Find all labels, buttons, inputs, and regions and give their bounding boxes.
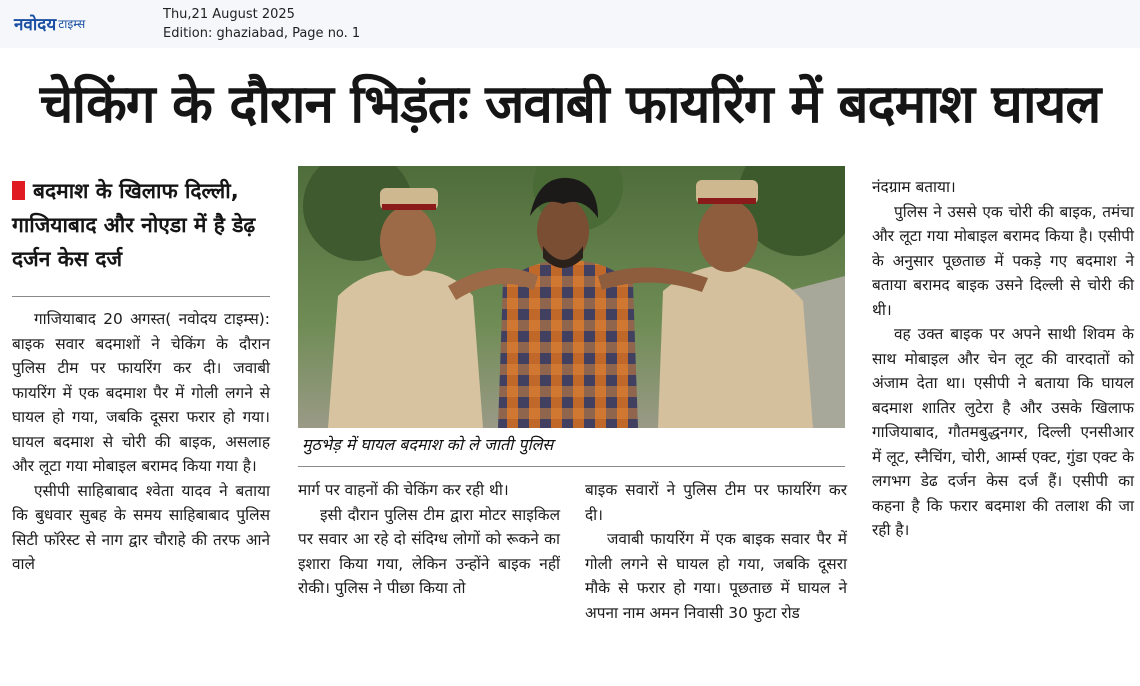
article-column-1: [12, 307, 270, 577]
photo-caption: मुठभेड़ में घायल बदमाश को ले जाती पुलिस: [302, 435, 554, 454]
edition-page: Edition: ghaziabad, Page no. 1: [163, 26, 361, 41]
paragraph: बाइक सवारों ने पुलिस टीम पर फायरिंग कर दी।: [585, 481, 847, 524]
issue-date: Thu,21 August 2025: [163, 7, 295, 22]
paragraph: एसीपी साहिबाबाद श्वेता यादव ने बताया कि बुधवार सुबह के समय साहिबाबाद पुलिस सिटी फॉरेस्ट से नाग द्वार चौराहे की तरफ आने वाले: [12, 481, 270, 573]
edition-info: [163, 5, 360, 43]
paragraph: मार्ग पर वाहनों की चेकिंग कर रही थी।: [298, 481, 509, 499]
red-square-bullet-icon: [12, 181, 25, 200]
news-photo[interactable]: [298, 166, 845, 428]
article-headline: चेकिंग के दौरान भिड़ंतः जवाबी फायरिंग में बदमाश घायल: [39, 74, 1101, 135]
logo-sub-text: टाइम्स: [58, 16, 86, 31]
article-column-2: [298, 478, 560, 601]
paragraph: वह उक्त बाइक पर अपने साथी शिवम के साथ मोबाइल और चेन लूट की वारदातों को अंजाम देता था। एसीपी ने बताया कि घायल बदमाश शातिर लुटेरा है और उसके खिलाफ गाजियाबाद, गौतमबुद्धनगर, दिल्ली एनसीआर में लूट, स्नैचिंग, चोरी, आर्म्स एक्ट, गुंडा एक्ट के लगभग डेढ दर्जन केस दर्ज हैं। एसीपी का कहना है कि फरार बदमाश की तलाश की जा रही है।: [872, 325, 1134, 539]
paragraph: जवाबी फायरिंग में एक बाइक सवार पैर में गोली लगने से घायल हो गया, जबकि दूसरा मौके से फरार हो गया। पूछताछ में घायल ने अपना नाम अमन निवासी 30 फुटा रोड: [585, 530, 847, 622]
article-column-3: [585, 478, 847, 625]
paragraph: नंदग्राम बताया।: [872, 178, 956, 196]
logo-main-text: नवोदय: [14, 14, 57, 35]
paragraph: इसी दौरान पुलिस टीम द्वारा मोटर साइकिल पर सवार आ रहे दो संदिग्ध लोगों को रूकने का इशारा किया गया, लेकिन उन्होंने बाइक नहीं रोकी। पुलिस ने पीछा किया तो: [298, 505, 560, 597]
paragraph: पुलिस ने उससे एक चोरी की बाइक, तमंचा और लूटा गया मोबाइल बरामद किया है। एसीपी के अनुसार पूछताछ में पकड़े गए बदमाश ने बताया बरामद बाइक उसने दिल्ली से चोरी की थी।: [872, 202, 1134, 319]
caption-rule: [298, 466, 845, 467]
article-column-4: [872, 175, 1134, 543]
subheadline-text: बदमाश के खिलाफ दिल्ली, गाजियाबाद और नोएडा में है डेढ़ दर्जन केस दर्ज: [12, 179, 256, 271]
paragraph: गाजियाबाद 20 अगस्त( नवोदय टाइम्स): बाइक सवार बदमाशों ने चेकिंग के दौरान पुलिस टीम पर फायरिंग कर दी। जवाबी फायरिंग में एक बदमाश पैर में गोली लगने से घायल हो गया, जबकि दूसरा फरार हो गया। घायल बदमाश से चोरी की बाइक, असलाह और लूटा गया मोबाइल बरामद किया गया है।: [12, 310, 270, 475]
police-escort-photo: [298, 166, 845, 428]
article-subheadline: [12, 174, 280, 276]
column-divider: [12, 296, 270, 297]
top-bar: [0, 0, 1140, 48]
newspaper-logo[interactable]: [14, 12, 85, 34]
